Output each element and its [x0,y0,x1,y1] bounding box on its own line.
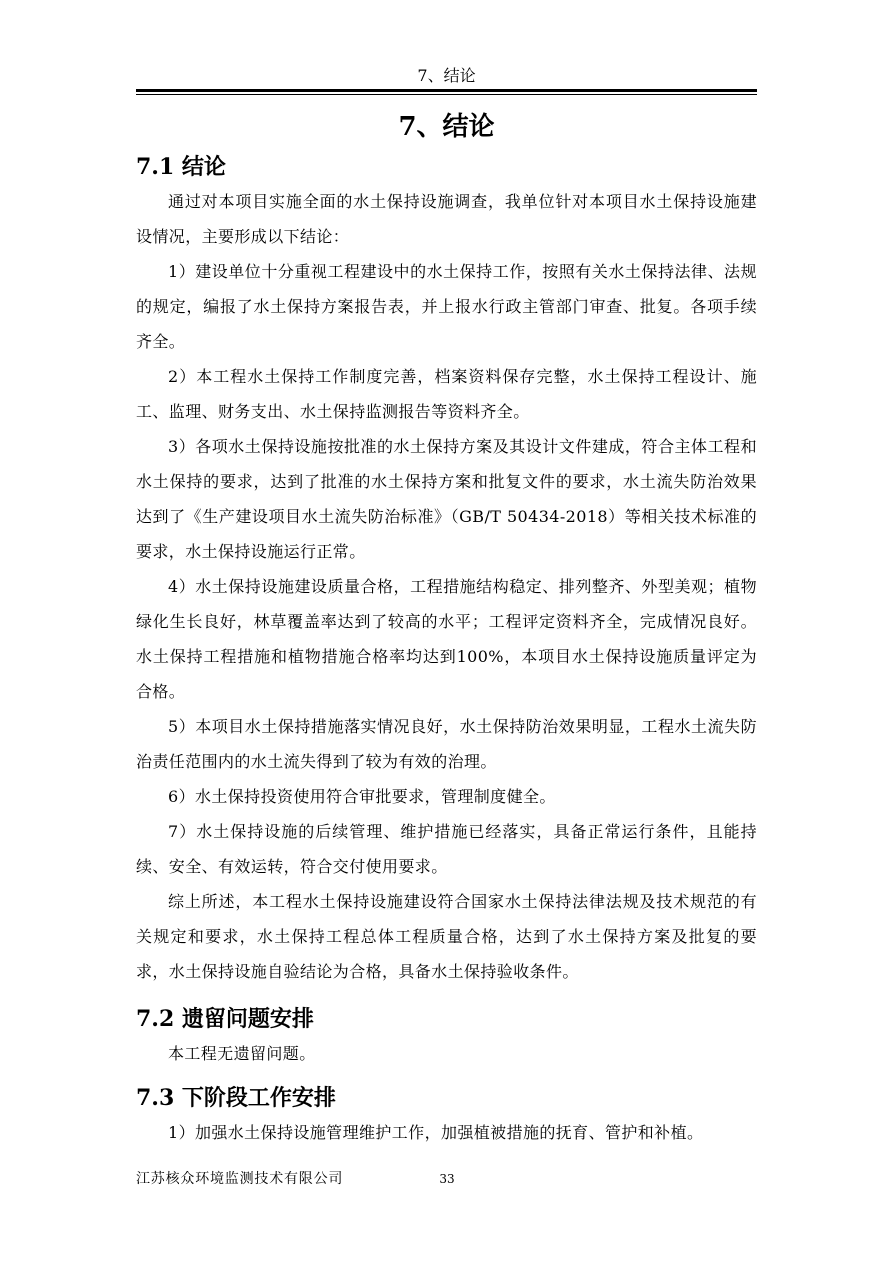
paragraph: 1）建设单位十分重视工程建设中的水土保持工作，按照有关水土保持法律、法规的规定，编报了水土保持方案报告表，并上报水行政主管部门审查、批复。各项手续齐全。 [136,262,757,351]
header-rule-thick [136,89,757,92]
footer-company: 江苏核众环境监测技术有限公司 [136,1171,344,1187]
section-heading-7-1: 7.1 结论 [136,154,226,180]
paragraph: 3）各项水土保持设施按批准的水土保持方案及其设计文件建成，符合主体工程和水土保持的要求，达到了批准的水土保持方案和批复文件的要求，水土流失防治效果达到了《生产建设项目水土流失防治标准》（GB/T 50434-2018）等相关技术标准的要求，水土保持设施运行正常。 [136,437,757,561]
paragraph: 7）水土保持设施的后续管理、维护措施已经落实，具备正常运行条件，且能持续、安全、有效运转，符合交付使用要求。 [136,822,757,876]
page-number: 33 [439,1172,455,1186]
section-heading-7-3: 7.3 下阶段工作安排 [136,1085,336,1111]
paragraph: 1）加强水土保持设施管理维护工作，加强植被措施的抚育、管护和补植。 [168,1123,704,1142]
paragraph: 本工程无遗留问题。 [168,1044,316,1063]
section-heading-7-2: 7.2 遗留问题安排 [136,1006,314,1032]
paragraph: 6）水土保持投资使用符合审批要求，管理制度健全。 [168,787,556,806]
paragraph: 5）本项目水土保持措施落实情况良好，水土保持防治效果明显，工程水土流失防治责任范围内的水土流失得到了较为有效的治理。 [136,717,757,771]
paragraph: 2）本工程水土保持工作制度完善，档案资料保存完整，水土保持工程设计、施工、监理、财务支出、水土保持监测报告等资料齐全。 [136,367,757,421]
paragraph: 通过对本项目实施全面的水土保持设施调查，我单位针对本项目水土保持设施建设情况，主要形成以下结论： [136,192,757,246]
chapter-title: 7、结论 [398,112,495,142]
running-header: 7、结论 [417,66,476,85]
paragraph: 综上所述，本工程水土保持设施建设符合国家水土保持法律法规及技术规范的有关规定和要求，水土保持工程总体工程质量合格，达到了水土保持方案及批复的要求，水土保持设施自验结论为合格，具备水土保持验收条件。 [136,892,757,981]
header-rule-thin [136,94,757,95]
paragraph: 4）水土保持设施建设质量合格，工程措施结构稳定、排列整齐、外型美观；植物绿化生长良好，林草覆盖率达到了较高的水平；工程评定资料齐全，完成情况良好。水土保持工程措施和植物措施合格率均达到100%，本项目水土保持设施质量评定为合格。 [136,577,757,701]
